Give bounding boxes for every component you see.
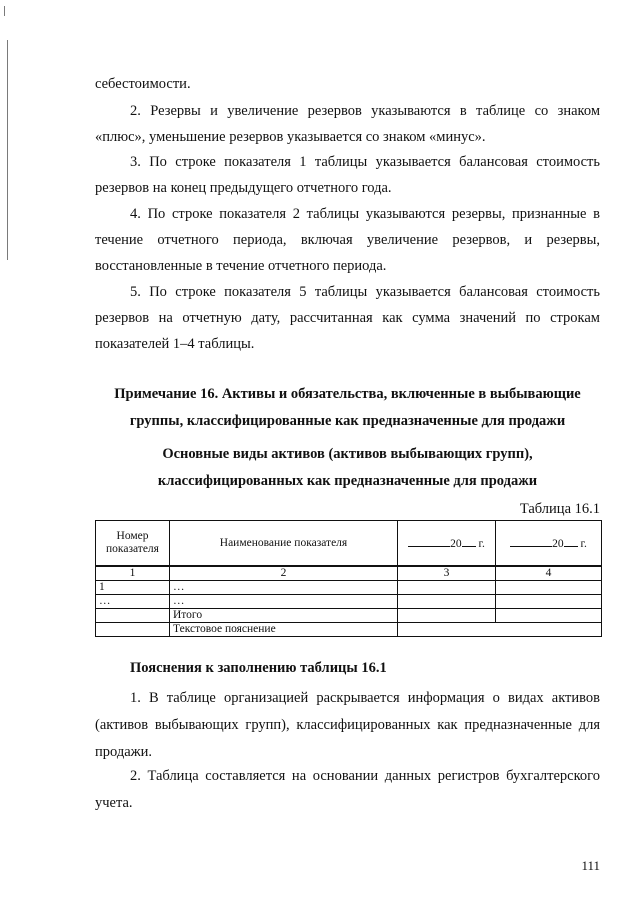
row-name: Текстовое пояснение (170, 623, 398, 637)
table-row (96, 581, 602, 595)
text-line: 4. По строке показателя 2 таблицы указываются резервы, признанные в (130, 206, 600, 222)
row-value (398, 623, 602, 637)
note-heading (95, 381, 600, 435)
table-row (96, 595, 602, 609)
column-number: 3 (398, 566, 496, 581)
column-number: 1 (96, 566, 170, 581)
header-year-1: 20 г. (398, 521, 496, 567)
note-heading-line: Примечание 16. Активы и обязательства, включенные в выбывающие (114, 386, 581, 402)
table-row (96, 623, 602, 637)
row-name: … (170, 595, 398, 609)
text-line: «плюс», уменьшение резервов указывается со знаком «минус». (95, 129, 486, 145)
paragraph (95, 99, 600, 149)
row-name: … (170, 581, 398, 595)
table-title-line: Основные виды активов (активов выбывающих групп), (162, 446, 533, 462)
blank-field (408, 535, 450, 547)
page-number: 111 (581, 858, 600, 873)
column-number-row (96, 566, 602, 581)
scan-edge-mark (7, 40, 8, 260)
paragraph (95, 72, 600, 96)
text-line: себестоимости. (95, 76, 191, 92)
row-number (96, 609, 170, 623)
explanations-heading: Пояснения к заполнению таблицы 16.1 (130, 660, 387, 676)
blank-field (564, 535, 578, 547)
scan-edge-mark (4, 6, 5, 16)
text-line: резервов на конец предыдущего отчетного года. (95, 180, 392, 196)
blank-field (510, 535, 552, 547)
text-line: продажи. (95, 744, 153, 760)
text-line: резервов на отчетную дату, рассчитанная как сумма значений по строкам (95, 310, 600, 326)
text-line: учета. (95, 795, 133, 811)
paragraph (95, 764, 600, 815)
header-number: Номер показателя (96, 521, 170, 567)
blank-field (462, 535, 476, 547)
text-line: (активов выбывающих групп), классифицированных как предназначенные для (95, 717, 600, 733)
paragraph (95, 686, 600, 764)
row-value (496, 581, 602, 595)
table-title (95, 441, 600, 495)
table-title-line: классифицированных как предназначенные для продажи (157, 473, 538, 489)
row-number: … (96, 595, 170, 609)
row-value (398, 581, 496, 595)
text-line: восстановленные в течение отчетного периода. (95, 258, 387, 274)
text-line: показателей 1–4 таблицы. (95, 336, 255, 352)
column-number: 4 (496, 566, 602, 581)
paragraph (95, 150, 600, 200)
text-line: 5. По строке показателя 5 таблицы указывается балансовая стоимость (130, 284, 600, 300)
row-name: Итого (170, 609, 398, 623)
row-value (398, 609, 496, 623)
table-header-row (96, 521, 602, 567)
header-year-2: 20 г. (496, 521, 602, 567)
column-number: 2 (170, 566, 398, 581)
text-line: 2. Таблица составляется на основании данных регистров бухгалтерского (130, 768, 600, 784)
paragraph (95, 280, 600, 356)
text-line: 1. В таблице организацией раскрывается информация о видах активов (130, 690, 600, 706)
header-name: Наименование показателя (170, 521, 398, 567)
row-value (496, 609, 602, 623)
table-caption: Таблица 16.1 (519, 501, 600, 517)
row-number (96, 623, 170, 637)
row-number: 1 (96, 581, 170, 595)
text-line: 2. Резервы и увеличение резервов указываются в таблице со знаком (130, 103, 600, 119)
text-line: течение отчетного периода, включая увеличение резервов, и резервы, (95, 232, 600, 248)
table-row (96, 609, 602, 623)
note-heading-line: группы, классифицированные как предназначенные для продажи (129, 413, 566, 429)
paragraph (95, 202, 600, 278)
assets-table (95, 520, 602, 637)
row-value (398, 595, 496, 609)
row-value (496, 595, 602, 609)
text-line: 3. По строке показателя 1 таблицы указывается балансовая стоимость (130, 154, 600, 170)
